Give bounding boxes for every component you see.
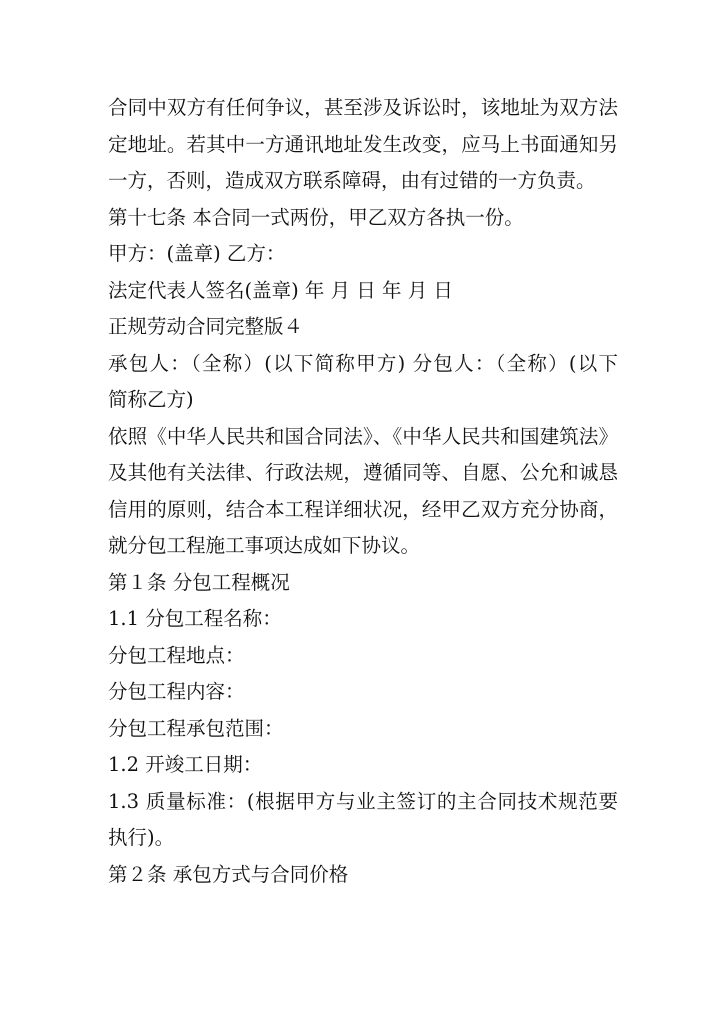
clause-content: 分包工程内容：: [108, 680, 245, 703]
paragraph-line: 及其他有关法律、行政法规，遵循同等、自愿、公允和诚恳: [108, 461, 618, 484]
article-17-line: 第十七条 本合同一式两份，甲乙双方各执一份。: [108, 205, 524, 229]
clause-1-3: 1.3 质量标准：(根据甲方与业主签订的主合同技术规范要: [108, 789, 618, 813]
contractor-line-continued: 简称乙方): [108, 388, 194, 411]
paragraph-line: 一方，否则，造成双方联系障碍，由有过错的一方负责。: [108, 169, 596, 192]
article-2-heading: 第２条 承包方式与合同价格: [108, 862, 349, 886]
paragraph-line: 合同中双方有任何争议，甚至涉及诉讼时，该地址为双方法: [108, 96, 618, 119]
clause-scope: 分包工程承包范围：: [108, 716, 284, 740]
paragraph-line: 就分包工程施工事项达成如下协议。: [108, 534, 421, 557]
section-title: 正规劳动合同完整版４: [108, 315, 304, 338]
contractor-line: 承包人：（全称）(以下简称甲方) 分包人：（全称）(以下: [108, 351, 618, 375]
document-body: [108, 90, 618, 893]
clause-1-3-continued: 执行)。: [108, 826, 175, 849]
clause-1-2: 1.2 开竣工日期：: [108, 753, 263, 776]
legal-representative-line: 法定代表人签名(盖章) 年 月 日 年 月 日: [108, 278, 453, 302]
clause-1-1: 1.1 分包工程名称：: [108, 607, 282, 630]
paragraph-line: 信用的原则，结合本工程详细状况，经甲乙双方充分协商，: [108, 497, 618, 521]
party-a-signature-line: 甲方：(盖章) 乙方：: [108, 242, 286, 265]
paragraph-line: 依照《中华人民共和国合同法》、《中华人民共和国建筑法》: [108, 424, 618, 448]
paragraph-line: 定地址。若其中一方通讯地址发生改变，应马上书面通知另: [108, 132, 618, 156]
article-1-heading: 第１条 分包工程概况: [108, 570, 290, 594]
clause-location: 分包工程地点：: [108, 643, 245, 667]
